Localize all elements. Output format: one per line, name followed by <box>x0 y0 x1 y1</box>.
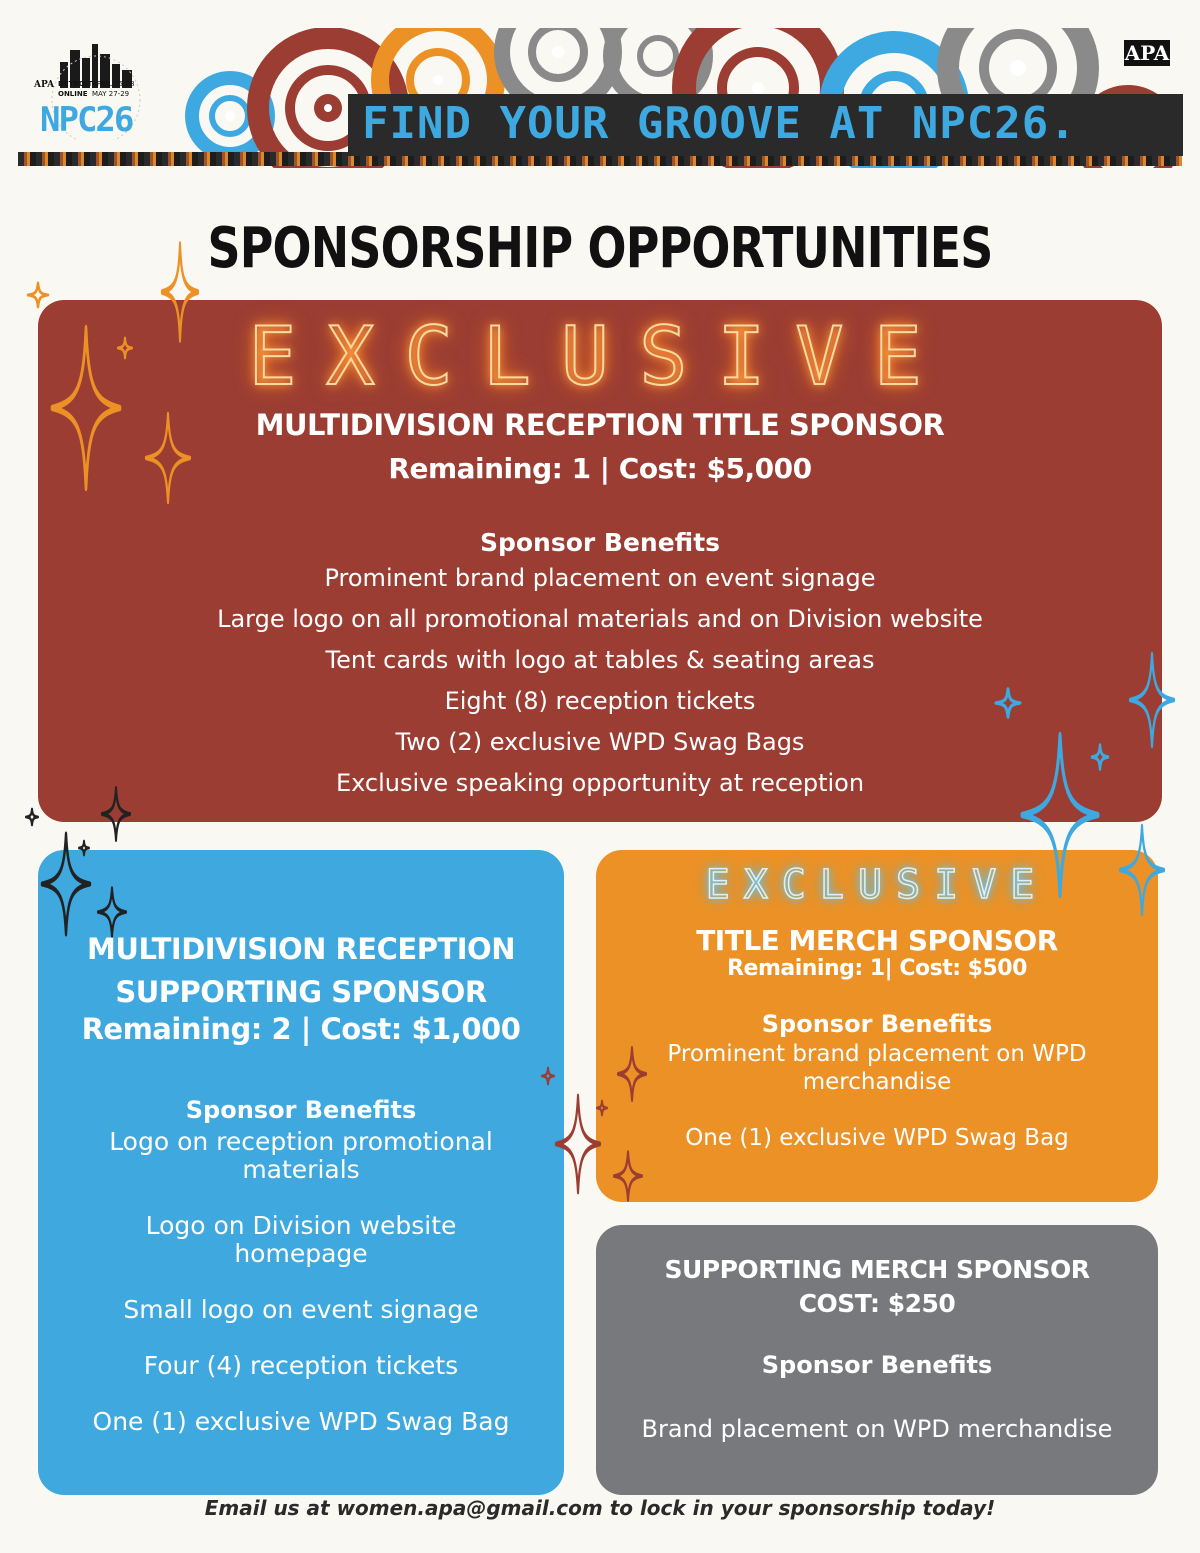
sparkle-icon <box>28 283 48 307</box>
benefit-item: Prominent brand placement on WPD merchandise <box>667 1041 1087 1095</box>
benefit-item: Brand placement on WPD merchandise <box>641 1415 1113 1443</box>
logo-city: DETROIT <box>58 80 93 88</box>
supporting-sponsor-card <box>38 850 564 1495</box>
title-sponsor-card <box>38 300 1162 822</box>
benefit-item: One (1) exclusive WPD Swag Bag <box>685 1125 1069 1151</box>
tagline: FIND YOUR GROOVE AT NPC26. <box>362 98 1077 149</box>
sponsor-title: MULTIDIVISION RECEPTION SUPPORTING SPONSOR <box>87 932 515 1009</box>
benefits-list <box>596 1040 1158 1180</box>
exclusive-badge: EXCLUSIVE <box>705 862 1049 908</box>
cost: COST: $250 <box>798 1289 956 1318</box>
remaining-cost: Remaining: 2 | Cost: $1,000 <box>81 1012 521 1046</box>
logo-in-person-dates: APRIL 25-28 <box>92 80 135 88</box>
sponsor-title <box>596 1253 1158 1321</box>
footer-contact: Email us at women.apa@gmail.com to lock in your sponsorship today! <box>204 1496 996 1520</box>
benefit-item: Two (2) exclusive WPD Swag Bags <box>395 728 805 756</box>
title-merch-sponsor-card <box>596 850 1158 1202</box>
supporting-merch-sponsor-card <box>596 1225 1158 1495</box>
sparkle-icon <box>26 809 38 825</box>
apa-corner-logo: APA <box>1124 41 1170 65</box>
logo-event-name: NPC26 <box>40 100 133 140</box>
benefits-heading: Sponsor Benefits <box>185 1096 417 1124</box>
logo-online: ONLINE <box>58 90 88 98</box>
benefits-heading: Sponsor Benefits <box>479 528 721 557</box>
benefits-list <box>38 1128 564 1464</box>
benefit-item: Eight (8) reception tickets <box>444 687 756 715</box>
page-title: SPONSORSHIP OPPORTUNITIES <box>207 216 993 281</box>
benefit-item: Tent cards with logo at tables & seating areas <box>325 646 875 674</box>
exclusive-badge: EXCLUSIVE <box>248 310 952 403</box>
benefits-heading: Sponsor Benefits <box>761 1351 993 1379</box>
sponsor-title: TITLE MERCH SPONSOR <box>696 924 1058 957</box>
benefit-item: Large logo on all promotional materials and on Division website <box>217 605 983 633</box>
benefit-item: Four (4) reception tickets <box>143 1351 459 1380</box>
logo-apa-text: APA <box>34 80 55 90</box>
benefits-list <box>38 558 1162 804</box>
remaining-cost: Remaining: 1 | Cost: $5,000 <box>388 452 812 485</box>
benefit-item: One (1) exclusive WPD Swag Bag <box>92 1407 510 1436</box>
benefit-item: Logo on reception promotional materials <box>109 1127 493 1184</box>
benefit-item: Logo on Division website homepage <box>145 1211 457 1268</box>
benefit-item: Prominent brand placement on event signage <box>324 564 876 592</box>
benefit-item: Small logo on event signage <box>123 1295 479 1324</box>
sponsor-title: MULTIDIVISION RECEPTION TITLE SPONSOR <box>255 408 945 442</box>
remaining-cost: Remaining: 1| Cost: $500 <box>727 956 1027 981</box>
benefit-item: Exclusive speaking opportunity at reception <box>335 769 865 797</box>
benefits-heading: Sponsor Benefits <box>761 1010 993 1038</box>
sponsor-title-text: SUPPORTING MERCH SPONSOR <box>664 1255 1090 1284</box>
logo-online-dates: MAY 27-29 <box>92 90 130 98</box>
